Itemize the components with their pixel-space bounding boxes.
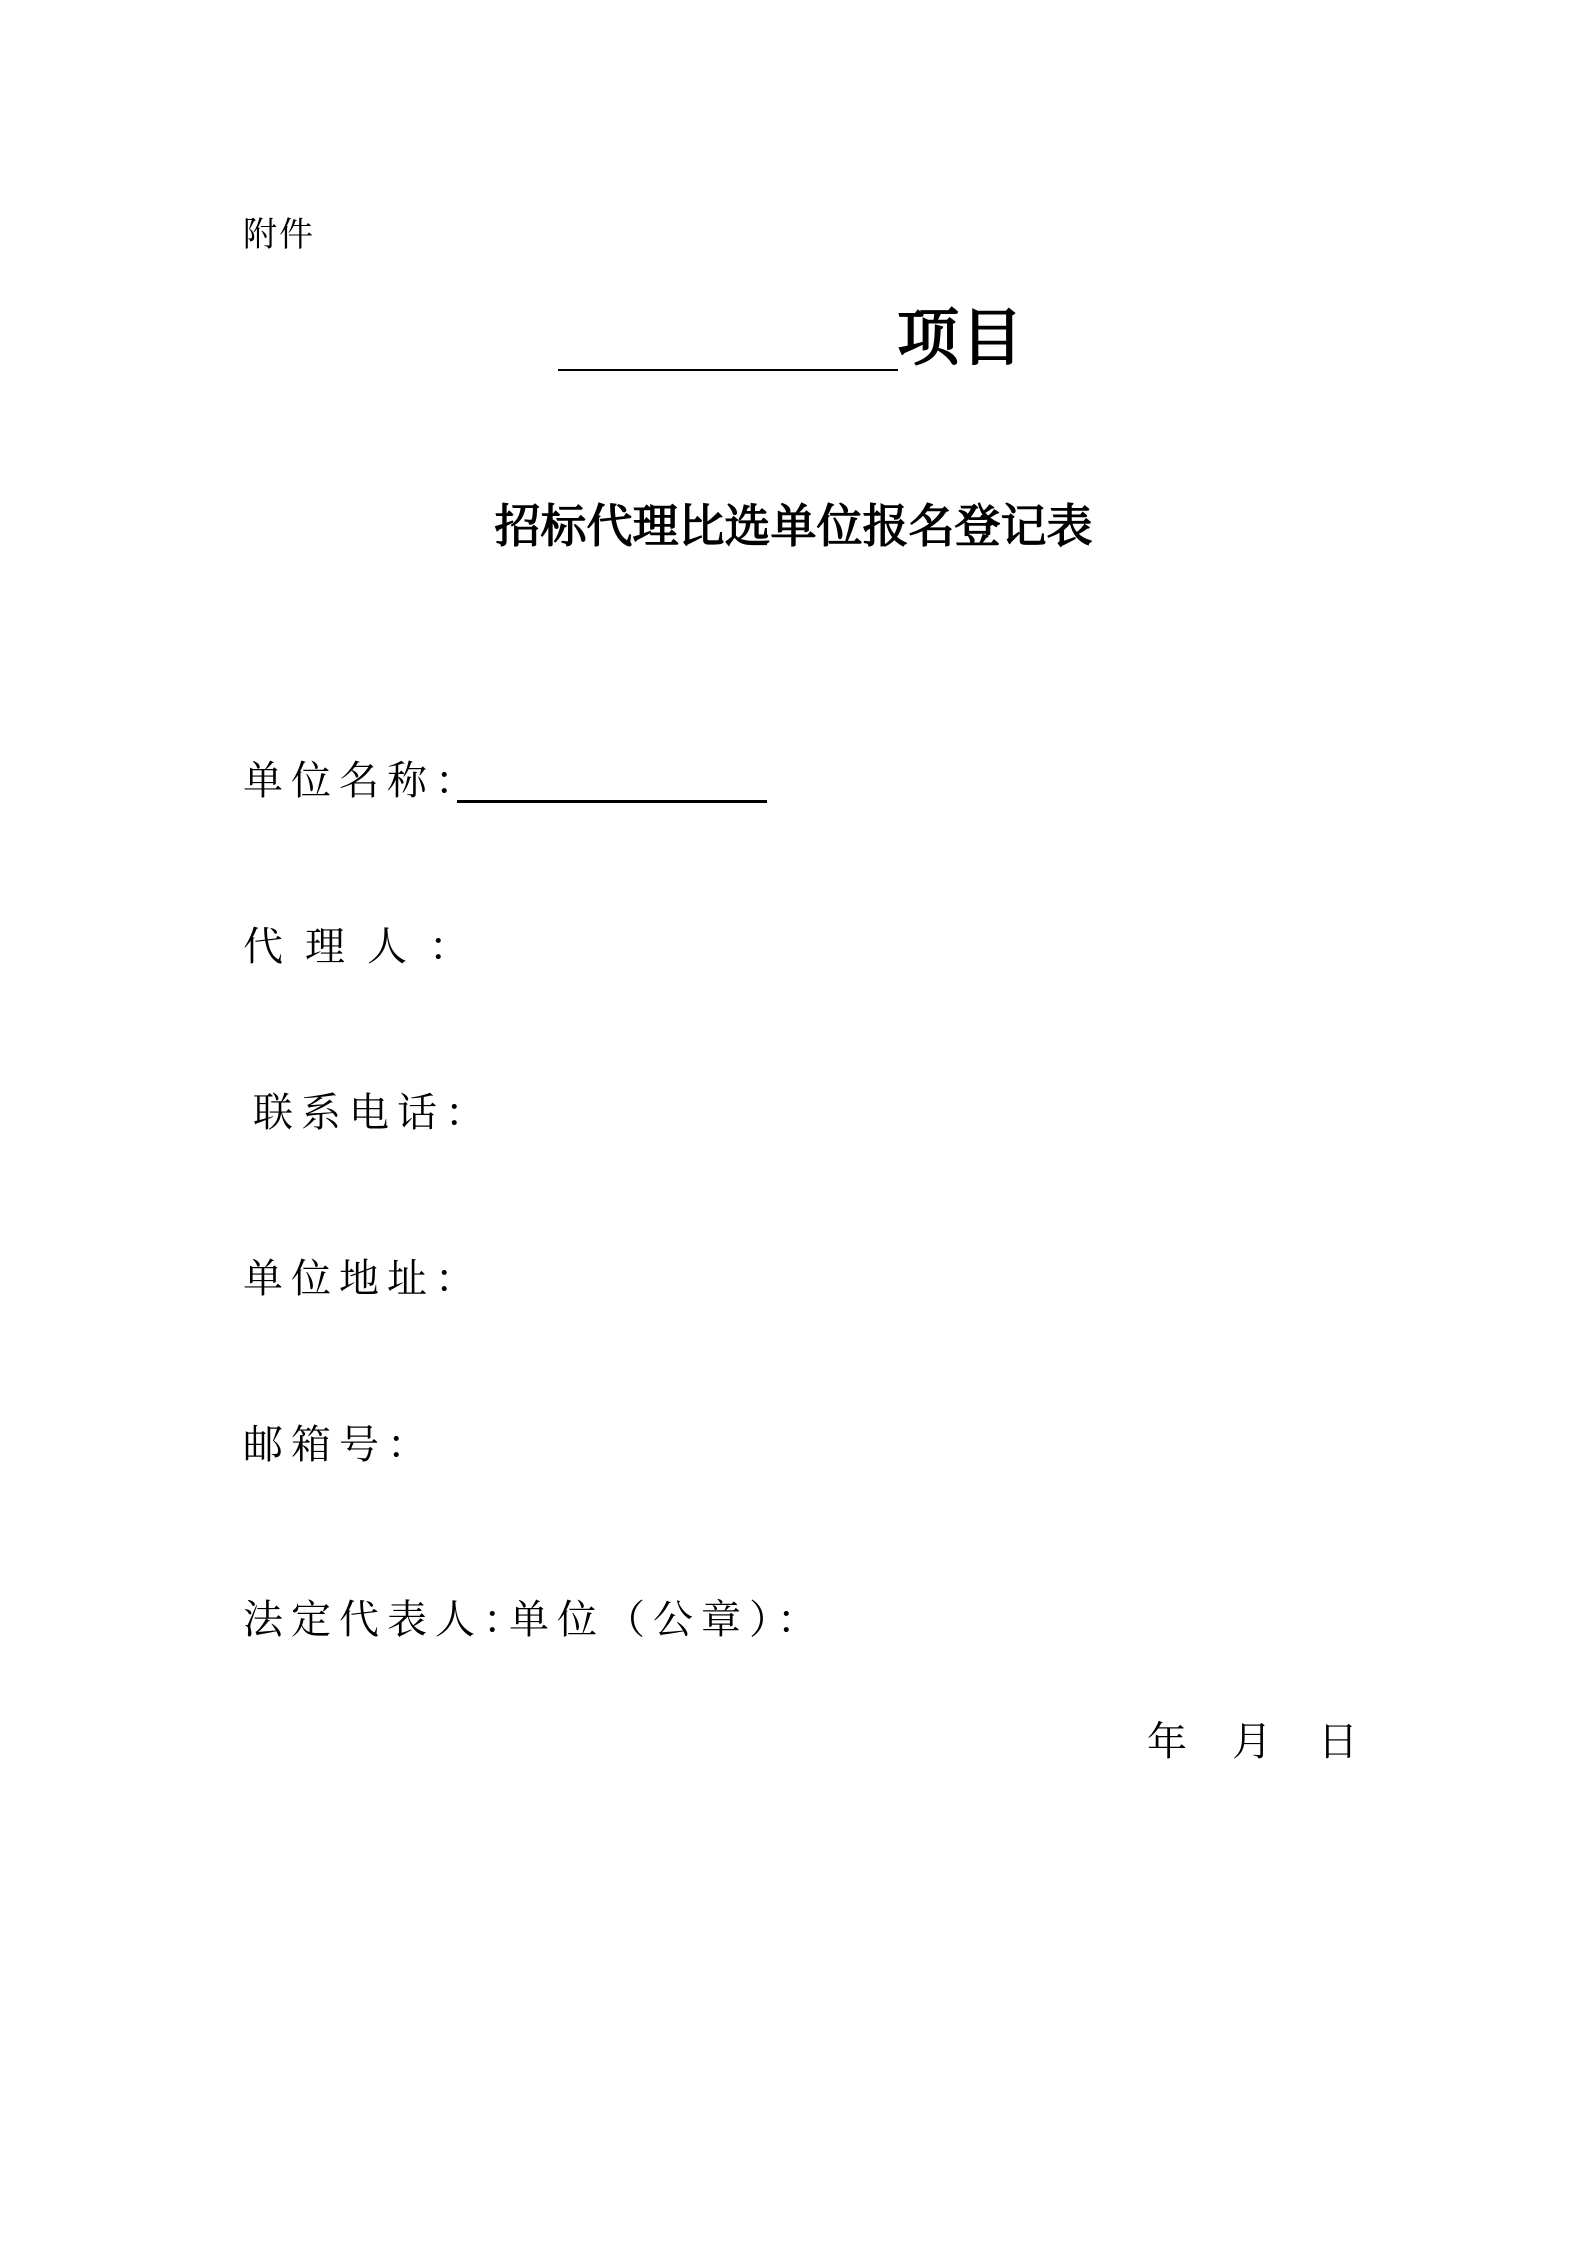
agent-label: 代理人： <box>243 924 491 970</box>
phone-label: 联系电话： <box>253 1090 493 1136</box>
annex-label: 附件 <box>243 215 315 255</box>
project-name-blank-line <box>558 369 898 371</box>
unit-address-label: 单位地址： <box>243 1256 483 1302</box>
unit-name-blank-line <box>457 800 767 803</box>
date-month: 月 <box>1232 1719 1272 1765</box>
unit-name-label: 单位名称： <box>243 758 483 804</box>
date-day: 日 <box>1318 1719 1358 1765</box>
unit-seal-label: 单位（公章）： <box>509 1597 825 1643</box>
form-title: 招标代理比选单位报名登记表 <box>494 499 1093 553</box>
date-year: 年 <box>1147 1719 1187 1765</box>
project-title: 项目 <box>897 301 1026 374</box>
legal-representative-label: 法定代表人： <box>243 1597 531 1643</box>
email-label: 邮箱号： <box>243 1422 435 1468</box>
